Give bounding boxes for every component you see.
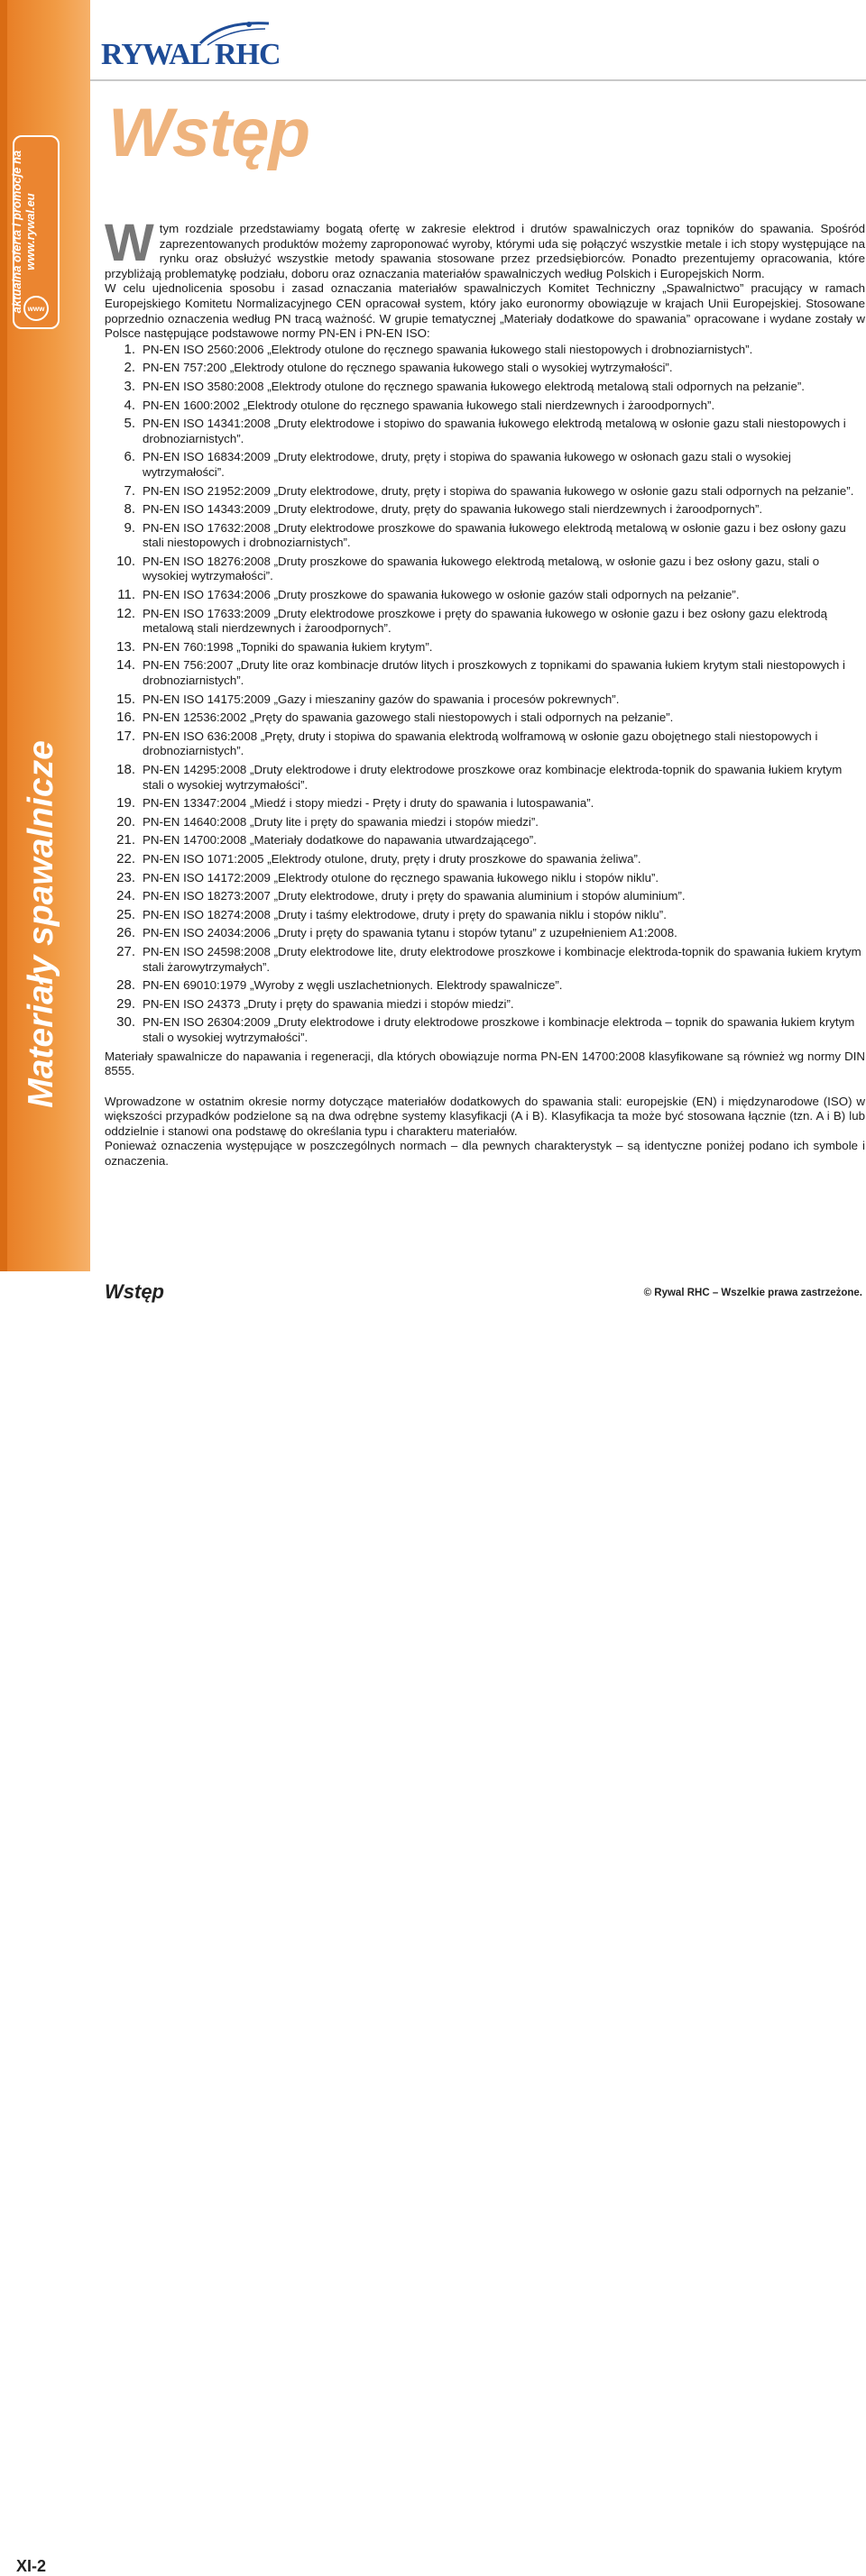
standard-text: PN-EN ISO 14343:2009 „Druty elektrodowe, druty, pręty do spawania łukowego stali nierdzewnych i żaroodpornych”. xyxy=(143,502,763,517)
standard-number: 12. xyxy=(116,605,135,621)
brand-logo xyxy=(101,20,281,74)
sidebar xyxy=(0,0,90,1317)
standard-item xyxy=(105,692,865,708)
standard-text: PN-EN ISO 18274:2008 „Druty i taśmy elektrodowe, druty i pręty do spawania niklu i stopów niklu”. xyxy=(143,907,667,921)
standard-text: PN-EN ISO 3580:2008 „Elektrody otulone do ręcznego spawania łukowego elektrodą metalową stali odpornych na pełzanie”. xyxy=(143,379,805,393)
footer-left-panel xyxy=(0,1271,90,2575)
standard-item xyxy=(105,997,865,1013)
standard-number: 23. xyxy=(116,869,135,885)
standard-text: PN-EN ISO 16834:2009 „Druty elektrodowe, druty, pręty i stopiwa do spawania łukowego w osłonach gazu stali o wysokiej wytrzymałości”. xyxy=(143,450,791,479)
standard-number: 20. xyxy=(116,813,135,830)
standard-item xyxy=(105,945,865,975)
logo-text: RYWAL RHC xyxy=(101,38,281,71)
standard-number: 19. xyxy=(116,795,135,811)
globe-icon xyxy=(23,296,49,321)
standard-item xyxy=(105,502,865,518)
standard-number: 30. xyxy=(116,1014,135,1031)
standard-text: PN-EN 12536:2002 „Pręty do spawania gazowego stali niestopowych i stali odpornych na pełzanie”. xyxy=(143,710,674,725)
standard-item xyxy=(105,417,865,446)
promo-url[interactable]: www.rywal.eu xyxy=(23,193,37,270)
standard-number: 25. xyxy=(116,906,135,922)
standard-text: PN-EN 13347:2004 „Miedź i stopy miedzi - Pręty i druty do spawania i lutospawania”. xyxy=(143,796,594,811)
standard-number: 22. xyxy=(116,850,135,866)
standard-item xyxy=(105,380,865,395)
standard-number: 29. xyxy=(116,995,135,1012)
standard-item xyxy=(105,343,865,358)
standard-number: 15. xyxy=(116,691,135,707)
standard-item xyxy=(105,926,865,941)
standard-text: PN-EN ISO 26304:2009 „Druty elektrodowe i druty elektrodowe proszkowe i kombinacje elektroda – topnik do spawania łukiem krytym stali o wysokiej wytrzymałości”. xyxy=(143,1015,855,1044)
standard-item xyxy=(105,521,865,551)
standard-text: PN-EN ISO 14172:2009 „Elektrody otulone do ręcznego spawania łukowego niklu i stopów niklu”. xyxy=(143,870,659,885)
standard-text: PN-EN ISO 636:2008 „Pręty, druty i stopiwa do spawania elektrodą wolframową w osłonie gazu obojętnego stali niestopowych i drobnoziarnistych”. xyxy=(143,729,818,758)
standard-number: 24. xyxy=(116,888,135,904)
standard-item xyxy=(105,815,865,830)
paragraph-symbols: Ponieważ oznaczenia występujące w poszczególnych normach – dla pewnych charakterystyk – są identyczne poniżej podano ich symbole i oznaczenia. xyxy=(105,1139,865,1169)
standard-number: 7. xyxy=(124,482,135,499)
header-rule xyxy=(90,79,866,81)
standard-text: PN-EN ISO 17634:2006 „Druty proszkowe do spawania łukowego w osłonie gazów stali odpornych na pełzanie”. xyxy=(143,588,740,602)
paragraph-hardfacing: Materiały spawalnicze do napawania i regeneracji, dla których obowiązuje norma PN-EN 14700:2008 klasyfikowane są również wg normy DIN 8555. xyxy=(105,1049,865,1078)
standard-number: 17. xyxy=(116,728,135,744)
section-title-vertical: Materiały spawalnicze xyxy=(22,740,60,1108)
standard-item xyxy=(105,555,865,584)
standard-item xyxy=(105,658,865,688)
standard-text: PN-EN 1600:2002 „Elektrody otulone do ręcznego spawania łukowego stali nierdzewnych i żaroodpornych”. xyxy=(143,398,715,412)
standard-text: PN-EN ISO 1071:2005 „Elektrody otulone, druty, pręty i druty proszkowe do spawania żeliwa”. xyxy=(143,851,641,866)
standard-item xyxy=(105,588,865,603)
standard-number: 21. xyxy=(116,832,135,848)
page-number: XI-2 xyxy=(16,2557,47,2575)
standard-number: 11. xyxy=(117,587,135,603)
standard-text: PN-EN 14640:2008 „Druty lite i pręty do spawania miedzi i stopów miedzi”. xyxy=(143,814,539,829)
standard-text: PN-EN 760:1998 „Topniki do spawania łukiem krytym”. xyxy=(143,639,433,654)
main-content xyxy=(105,214,865,1169)
footer-title: Wstęp xyxy=(105,1280,164,1303)
standard-item xyxy=(105,852,865,867)
spacer xyxy=(105,1079,865,1095)
standard-item xyxy=(105,908,865,923)
standard-item xyxy=(105,640,865,655)
standard-item xyxy=(105,796,865,811)
standard-item xyxy=(105,729,865,759)
standard-item xyxy=(105,833,865,848)
standard-item xyxy=(105,361,865,376)
standard-number: 10. xyxy=(116,553,135,569)
standard-number: 26. xyxy=(116,925,135,941)
standard-number: 18. xyxy=(116,762,135,777)
globe-icon-label: www xyxy=(27,304,45,313)
standard-text: PN-EN 756:2007 „Druty lite oraz kombinacje drutów litych i proszkowych z topnikami do spawania łukiem krytym stali niestopowych i drobnoziarnistych”. xyxy=(143,658,845,688)
standard-text: PN-EN ISO 21952:2009 „Druty elektrodowe, druty, pręty i stopiwa do spawania łukowego w osłonie gazu stali odpornych na pełzanie”. xyxy=(143,483,854,498)
intro-paragraph xyxy=(105,214,865,281)
standard-item xyxy=(105,450,865,480)
promo-line1: aktualna oferta i promocje na xyxy=(10,150,23,314)
standard-item xyxy=(105,763,865,793)
standard-item xyxy=(105,1015,865,1045)
standard-text: PN-EN ISO 24598:2008 „Druty elektrodowe lite, druty elektrodowe proszkowe i kombinacje elektroda-topnik do spawania łukiem krytym stali żarowytrzymałych”. xyxy=(143,944,861,974)
standard-number: 16. xyxy=(116,710,135,726)
standard-number: 28. xyxy=(116,977,135,994)
standard-number: 2. xyxy=(124,360,135,376)
standard-text: PN-EN ISO 17632:2008 „Druty elektrodowe proszkowe do spawania łukowego elektrodą metalową w osłonie gazu i bez osłony gazu stali niestopowych i drobnoziarnistych”. xyxy=(143,520,846,550)
standard-number: 5. xyxy=(124,416,135,432)
standard-text: PN-EN 69010:1979 „Wyroby z węgli uszlachetnionych. Elektrody spawalnicze”. xyxy=(143,978,563,993)
standard-text: PN-EN ISO 14341:2008 „Druty elektrodowe i stopiwo do spawania łukowego elektrodą metalową w osłonie gazu stali niestopowych i drobnoziarnistych”. xyxy=(143,417,846,445)
sidebar-stripe xyxy=(0,0,7,1317)
intro-text: tym rozdziale przedstawiamy bogatą ofertę w zakresie elektrod i drutów spawalniczych oraz topników do spawania. Spośród zaprezentowanych produktów możemy zaproponować wyroby, którymi uda się połączyć wszystkie metale i ich stopy występujące na rynku oraz obsłużyć wszystkie metody spawania stosowane przez przedsiębiorców. Ponadto prezentujemy opracowania, które przybliżają problematykę podziału, doboru oraz oznaczania materiałów spawalniczych według Polskich i Europejskich Norm. xyxy=(105,222,865,280)
standard-number: 9. xyxy=(124,519,135,536)
standard-number: 3. xyxy=(124,378,135,394)
standard-text: PN-EN ISO 2560:2006 „Elektrody otulone do ręcznego spawania łukowego stali niestopowych i drobnoziarnistych”. xyxy=(143,342,753,356)
promo-text xyxy=(10,142,55,322)
standard-number: 8. xyxy=(124,501,135,518)
standard-item xyxy=(105,978,865,994)
standard-text: PN-EN ISO 18273:2007 „Druty elektrodowe, druty i pręty do spawania aluminium i stopów aluminium”. xyxy=(143,889,686,903)
standard-number: 1. xyxy=(124,341,135,357)
standard-text: PN-EN ISO 17633:2009 „Druty elektrodowe proszkowe i pręty do spawania łukowego w osłonie gazu i bez osłony gazu elektrodą metalową stali nierdzewnych i żaroodpornych”. xyxy=(143,606,828,636)
standard-number: 14. xyxy=(116,657,135,674)
standard-text: PN-EN 757:200 „Elektrody otulone do ręcznego spawania łukowego stali o wysokiej wytrzymałości”. xyxy=(143,361,673,375)
standard-number: 4. xyxy=(124,397,135,413)
standard-text: PN-EN ISO 18276:2008 „Druty proszkowe do spawania łukowego elektrodą metalową, w osłonie gazu i bez osłony gazu, stali o wysokiej wytrzymałości”. xyxy=(143,554,820,583)
standard-text: PN-EN 14700:2008 „Materiały dodatkowe do napawania utwardzającego”. xyxy=(143,833,537,848)
standard-item xyxy=(105,710,865,726)
promo-box[interactable] xyxy=(10,135,60,329)
standards-list xyxy=(105,343,865,1046)
standard-item xyxy=(105,889,865,904)
drop-cap: W xyxy=(105,214,154,272)
standard-item xyxy=(105,871,865,886)
standard-number: 6. xyxy=(124,449,135,465)
standard-number: 27. xyxy=(116,943,135,959)
paragraph-standards-intro: W celu ujednolicenia sposobu i zasad oznaczania materiałów spawalniczych Komitet Techniczny „Spawalnictwo” pracujący w ramach Europejskiego Komitetu Normalizacyjnego CEN opracował system, który jako euronormy obowiązuje w krajach Unii Europejskiej. Stosowane poprzednio oznaczenia według PN tracą ważność. W grupie tematycznej „Materiały dodatkowe do spawania” opracowane i wydane zostały w Polsce następujące podstawowe normy PN-EN i PN-EN ISO: xyxy=(105,281,865,341)
paragraph-classification: Wprowadzone w ostatnim okresie normy dotyczące materiałów dodatkowych do spawania stali: europejskie (EN) i międzynarodowe (ISO) w większości przypadków podzielone są na dwa odrębne systemy klasyfikacji (A i B). Klasyfikacja ta może być stosowana łącznie (tzn. A i B) lub oddzielnie i stanowi ona podstawę do określania typu i charakteru materiałów. xyxy=(105,1094,865,1138)
standard-item xyxy=(105,607,865,637)
standard-item xyxy=(105,484,865,500)
standard-text: PN-EN 14295:2008 „Druty elektrodowe i druty elektrodowe proszkowe oraz kombinacje elektroda-topnik do spawania łukiem krytym stali o wysokiej wytrzymałości”. xyxy=(143,763,843,792)
standard-text: PN-EN ISO 24034:2006 „Druty i pręty do spawania tytanu i stopów tytanu” z uzupełnieniem A1:2008. xyxy=(143,926,677,940)
standard-number: 13. xyxy=(116,638,135,655)
standard-text: PN-EN ISO 24373 „Druty i pręty do spawania miedzi i stopów miedzi”. xyxy=(143,996,514,1011)
standard-text: PN-EN ISO 14175:2009 „Gazy i mieszaniny gazów do spawania i procesów pokrewnych”. xyxy=(143,692,620,706)
page-heading: Wstęp xyxy=(108,95,309,171)
standard-item xyxy=(105,399,865,414)
footer-copyright: © Rywal RHC – Wszelkie prawa zastrzeżone. xyxy=(643,1288,862,1298)
